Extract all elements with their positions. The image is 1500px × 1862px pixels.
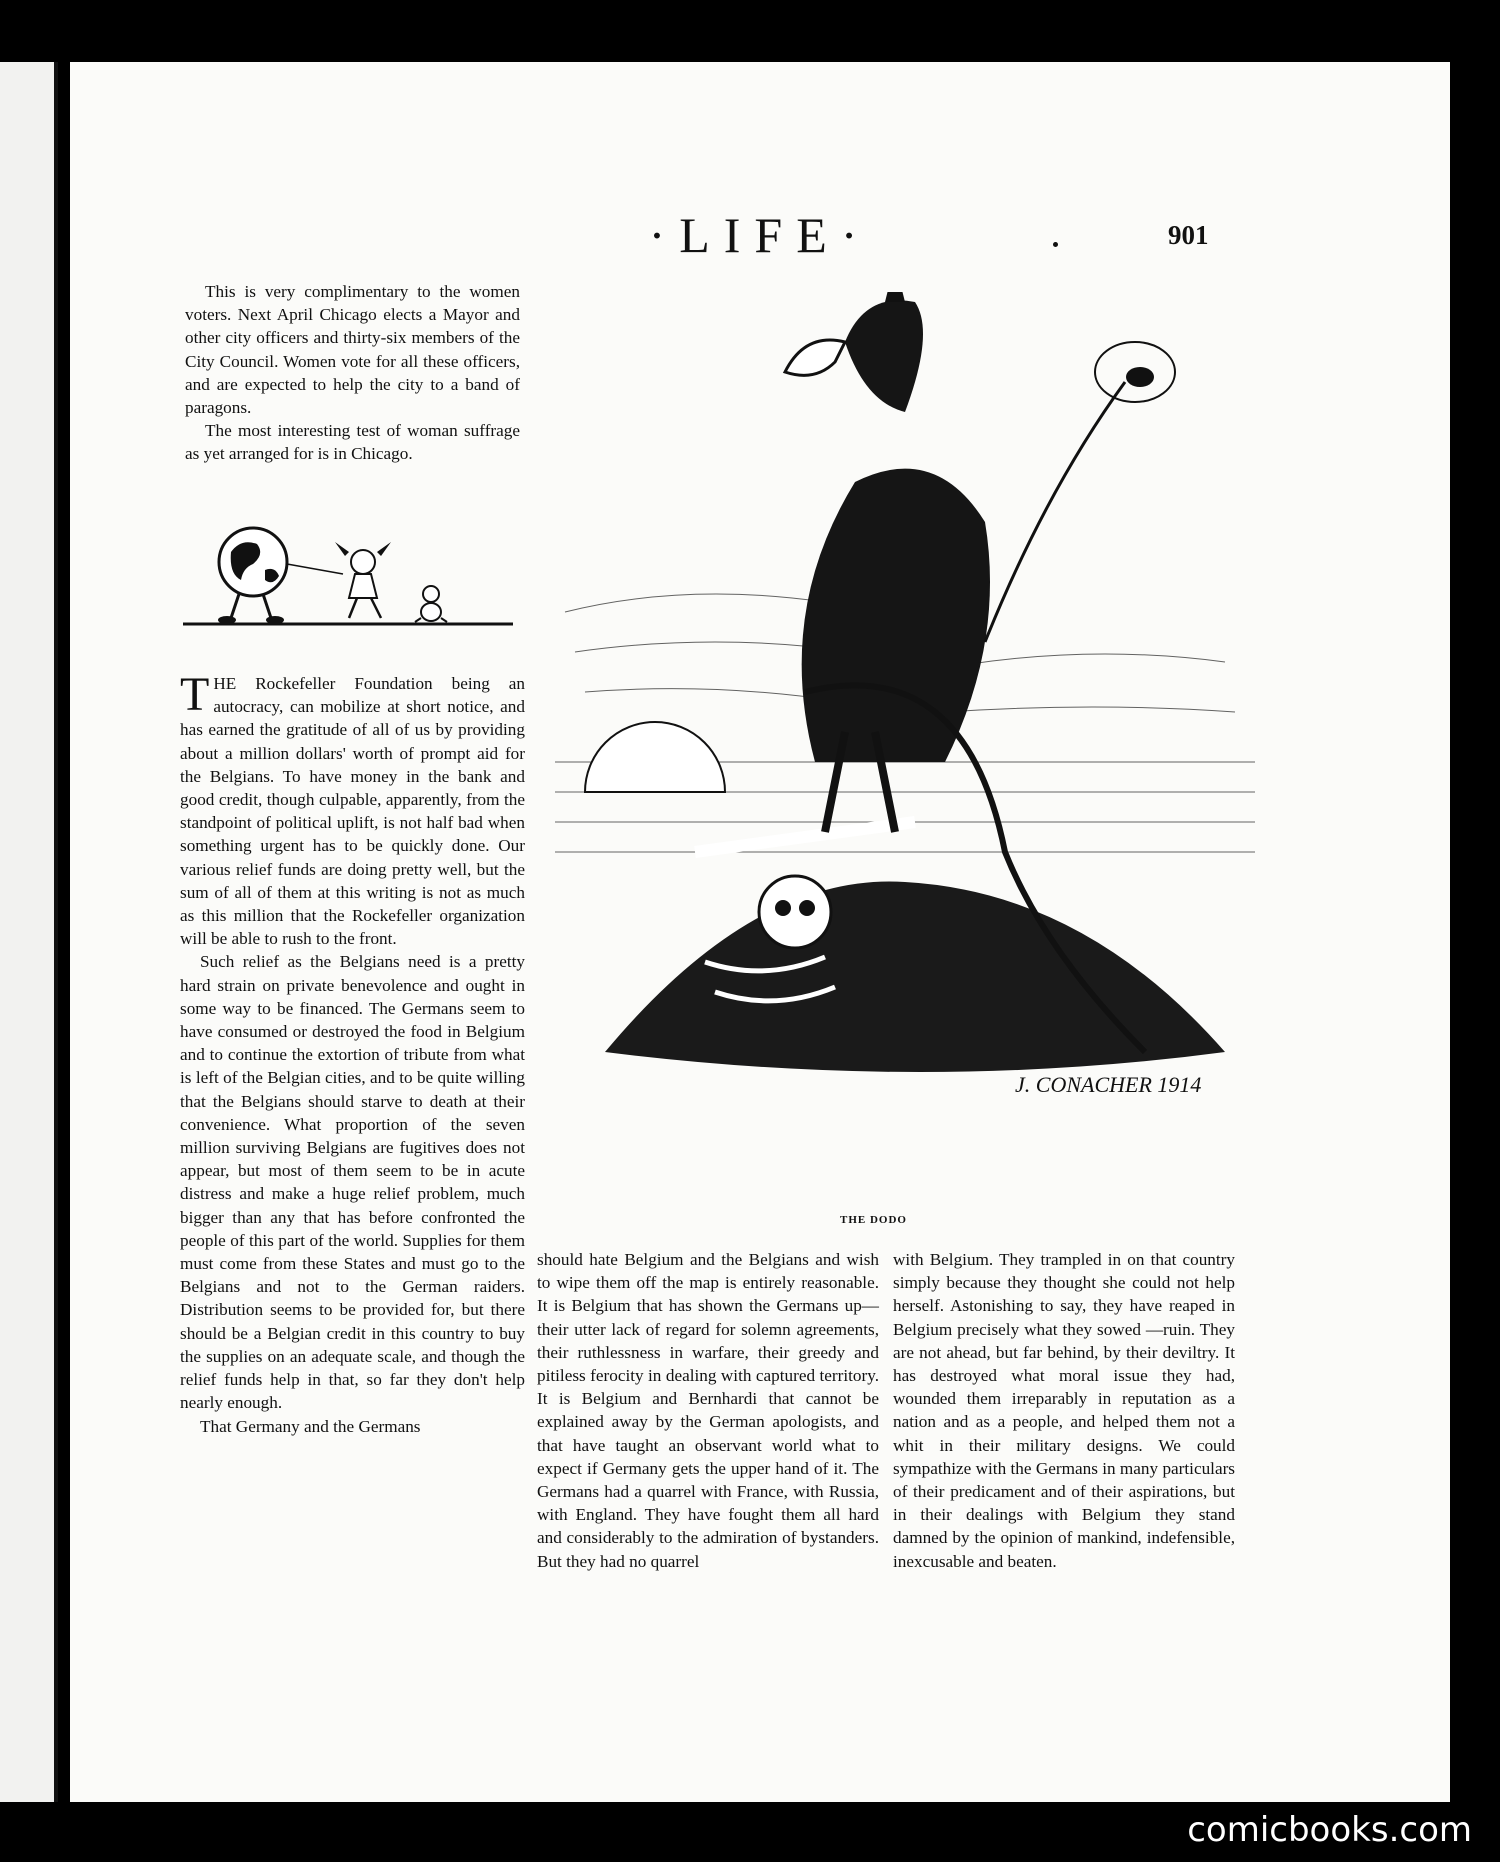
- drop-cap: T: [180, 668, 210, 721]
- magazine-page: [70, 62, 1450, 1802]
- previous-page-edge: [0, 62, 58, 1802]
- paragraph-women-voters: This is very complimentary to the women voters. Next April Chicago elects a Mayor and other city officers and thirty-six members of the City Council. Women vote for all these officers, and are expected to help the city to a band of paragons.: [185, 282, 520, 418]
- column-3: [893, 1248, 1235, 1573]
- masthead-title: ·LIFE·: [648, 207, 872, 263]
- cartoon-caption: THE DODO: [840, 1214, 907, 1226]
- cartoon-signature: J. CONACHER 1914: [1015, 1072, 1202, 1097]
- paragraph-suffrage-test: The most interesting test of woman suffrage as yet arranged for is in Chicago.: [185, 421, 520, 464]
- page-number: 901: [1168, 220, 1209, 250]
- column-2: [537, 1248, 879, 1573]
- paragraph-column-3: with Belgium. They trampled in on that country simply because they thought she could not help herself. Astonishing to say, they have reaped in Belgium precisely what they sowed —ruin. They are not ahead, but far behind, by their deviltry. It has destroyed what moral issue they had, wounded them irreparably in reputation as a nation and as a people, and helped them not a whit in their military designs. We could sympathize with the Germans in many particulars of their predicament and of their aspirations, but in their dealings with Belgium they stand damned by the opinion of mankind, indefensible, inexcusable and beaten.: [893, 1250, 1235, 1571]
- paragraph-rockefeller-text: HE Rockefeller Foundation being an autocracy, can mobilize at short notice, and has earned the gratitude of all of us by providing about a million dollars' worth of prompt aid for the Belgians. To have money in the bank and good credit, though culpable, apparently, from the standpoint of political uplift, is not half bad when something urgent has to be quickly done. Our various relief funds are doing pretty well, but the sum of all of them at this writing is not as much as this million that the Rockefeller organization will be able to rush to the front.: [180, 674, 525, 949]
- masthead-dot: [1053, 242, 1058, 247]
- paragraph-germany-start: That Germany and the Germans: [200, 1416, 421, 1436]
- the-dodo-cartoon-illustration: [545, 292, 1265, 1132]
- globe-vignette-illustration: [183, 522, 523, 637]
- paragraph-rockefeller: [180, 668, 525, 950]
- column-1-top: [185, 280, 520, 466]
- column-1-bottom: [180, 668, 525, 1438]
- site-watermark: comicbooks.com: [1187, 1810, 1472, 1850]
- paragraph-column-2: should hate Belgium and the Belgians and wish to wipe them off the map is entirely reasonable. It is Belgium that has shown the Germans up—their utter lack of regard for solemn agreements, their ruthlessness in warfare, their greedy and pitiless ferocity in dealing with captured territory. It is Belgium and Bernhardi that cannot be explained away by the German apologists, and that have taught an observant world what to expect if Germany gets the upper hand of it. The Germans had a quarrel with France, with Russia, with England. They have fought them all hard and considerably to the admiration of bystanders. But they had no quarrel: [537, 1250, 879, 1571]
- paragraph-belgian-relief: Such relief as the Belgians need is a pretty hard strain on private benevolence and ought in some way to be financed. The Germans seem to have consumed or destroyed the food in Belgium and to continue the extortion of tribute from what is left of the Belgian cities, and to be quite willing that the Belgians should starve to death at their convenience. What proportion of the seven million surviving Belgians are fugitives does not appear, but most of them seem to be in acute distress and make a huge relief problem, much bigger than any that has before confronted the people of this part of the world. Supplies for them must come from these States and must go to the Belgians and not to the German raiders. Distribution seems to be provided for, but there should be a Belgian credit in this country to buy the supplies on an adequate scale, and though the relief funds help in that, so far they don't help nearly enough.: [180, 952, 525, 1413]
